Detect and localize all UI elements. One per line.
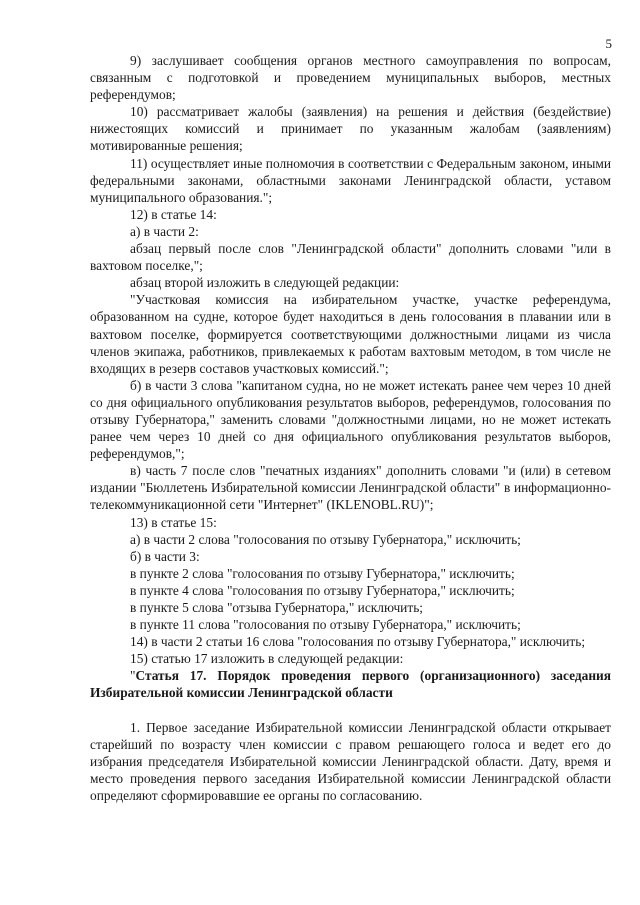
paragraph-first-abzac: абзац первый после слов "Ленинградской области" дополнить словами "или в вахтовом поселке,";: [90, 241, 611, 274]
paragraph-article-16: 14) в части 2 статьи 16 слова "голосования по отзыву Губернатора," исключить;: [130, 634, 586, 650]
paragraph-part-2: а) в части 2:: [130, 223, 199, 239]
article-17-heading: [90, 667, 611, 701]
paragraph-article-14: 12) в статье 14:: [130, 206, 217, 222]
paragraph-item-10: 10) рассматривает жалобы (заявления) на решения и действия (бездействие) нижестоящих комиссий и принимает по указанным жалобам (заявлениям) мотивированные решения;: [90, 104, 611, 154]
paragraph-item-11: 11) осуществляет иные полномочия в соответствии с Федеральным законом, иными федеральными законами, областными законами Ленинградской области, уставом муниципального образования.";: [90, 155, 611, 205]
paragraph-article-15: 13) в статье 15:: [130, 514, 217, 530]
spacer: [90, 702, 611, 719]
paragraph-punkt-4: в пункте 4 слова "голосования по отзыву Губернатора," исключить;: [130, 582, 515, 598]
paragraph-part-7: в) часть 7 после слов "печатных изданиях" дополнить словами "и (или) в сетевом издании "Бюллетень Избирательной комиссии Ленинградской области" в информационно-телекоммуникационной сети "Интернет" (IKLENOBL.RU)";: [90, 463, 611, 513]
paragraph-quoted-text: "Участковая комиссия на избирательном участке, участке референдума, образованном на судне, которое будет находиться в день голосования в плавании или в вахтовом поселке, формируется соответствующими должностными лицами из числа членов экипажа, работников, привлекаемых к работам вахтовым методом, в том числе не входящих в резерв составов участковых комиссий.";: [90, 292, 611, 376]
paragraph-second-abzac: абзац второй изложить в следующей редакции:: [130, 275, 400, 291]
paragraph-punkt-11: в пункте 11 слова "голосования по отзыву Губернатора," исключить;: [130, 617, 521, 633]
heading-quote: ": [130, 668, 136, 684]
document-body: [90, 52, 611, 804]
paragraph-15-part-2: а) в части 2 слова "голосования по отзыву Губернатора," исключить;: [130, 531, 521, 547]
paragraph-15-part-3: б) в части 3:: [130, 548, 200, 564]
page-number: 5: [605, 36, 612, 51]
paragraph-part-3: б) в части 3 слова "капитаном судна, но не может истекать ранее чем через 10 дней со дня официального опубликования результатов выборов, референдумов, голосования по отзыву Губернатора," заменить словами "должностными лицами, но не может истекать ранее чем через 10 дней со дня официального опубликования результатов выборов, референдумов,";: [90, 377, 611, 462]
heading-text: Статья 17. Порядок проведения первого (организационного) заседания Избирательной комиссии Ленинградской области: [90, 668, 611, 701]
paragraph-item-9: 9) заслушивает сообщения органов местного самоуправления по вопросам, связанным с подготовкой и проведением муниципальных выборов, местных референдумов;: [90, 53, 611, 103]
paragraph-punkt-5: в пункте 5 слова "отзыва Губернатора," исключить;: [130, 600, 424, 615]
paragraph-article-17-point-1: 1. Первое заседание Избирательной комиссии Ленинградской области открывает старейший по возрасту член комиссии с правом решающего голоса и ведет его до избрания председателя Избирательной комиссии Ленинградской области. Дату, время и место проведения первого заседания Избирательной комиссии Ленинградской области определяют сформировавшие ее органы по согласованию.: [90, 719, 611, 803]
paragraph-punkt-2: в пункте 2 слова "голосования по отзыву Губернатора," исключить;: [130, 565, 515, 581]
paragraph-article-17: 15) статью 17 изложить в следующей редакции:: [130, 651, 404, 667]
